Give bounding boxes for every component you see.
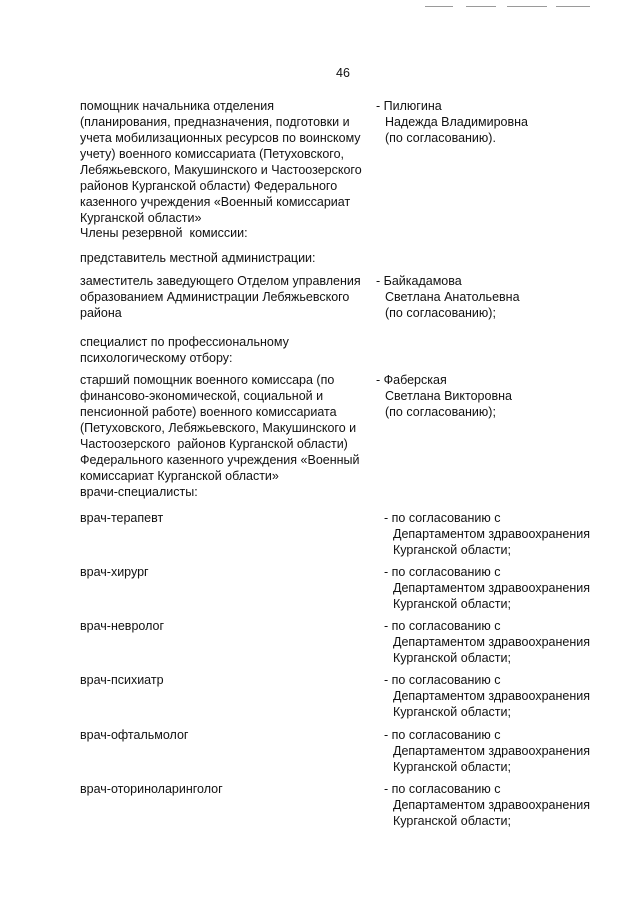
doctor-specialty: врач-терапевт	[80, 511, 164, 525]
doctor-specialty: врач-оториноларинголог	[80, 782, 223, 796]
section-heading: Члены резервной комиссии:	[80, 226, 248, 240]
page-number: 46	[336, 66, 350, 80]
approval-note: - по согласованию с Департаментом здравоохранения Курганской области;	[384, 673, 590, 719]
approval-note: - по согласованию с Департаментом здравоохранения Курганской области;	[384, 728, 590, 774]
doctor-specialty: врач-психиатр	[80, 673, 164, 687]
position-description: старший помощник военного комиссара (по финансово-экономической, социальной и пенсионной работе) военного комиссариата (Петуховского, Лебяжьевского, Макушинского и Частоозерского районов Курганской области) Федерального казенного учреждения «Военный комиссариат Курганской области»	[80, 373, 360, 483]
doctor-specialty: врач-невролог	[80, 619, 165, 633]
section-heading: представитель местной администрации:	[80, 251, 316, 265]
scan-artifact-line	[425, 6, 453, 7]
position-description: помощник начальника отделения (планирования, предназначения, подготовки и учета мобилизационных ресурсов по воинскому учету) военного комиссариата (Петуховского, Лебяжьевского, Макушинского и Частоозерского районов Курганской области) Федерального казенного учреждения «Военный комиссариат Курганской области»	[80, 99, 362, 225]
position-description: заместитель заведующего Отделом управления образованием Администрации Лебяжьевского района	[80, 274, 361, 320]
approval-note: - по согласованию с Департаментом здравоохранения Курганской области;	[384, 619, 590, 665]
doctor-specialty: врач-хирург	[80, 565, 149, 579]
approval-note: - по согласованию с Департаментом здравоохранения Курганской области;	[384, 511, 590, 557]
scan-artifact-line	[507, 6, 547, 7]
approval-note: - по согласованию с Департаментом здравоохранения Курганской области;	[384, 565, 590, 611]
approval-note: - по согласованию с Департаментом здравоохранения Курганской области;	[384, 782, 590, 828]
person-name: - Фаберская Светлана Викторовна (по согласованию);	[376, 373, 512, 419]
section-heading: врачи-специалисты:	[80, 485, 198, 499]
scan-artifact-line	[556, 6, 590, 7]
person-name: - Пилюгина Надежда Владимировна (по согласованию).	[376, 99, 528, 145]
scan-artifact-line	[466, 6, 496, 7]
section-heading: специалист по профессиональному психологическому отбору:	[80, 335, 289, 365]
person-name: - Байкадамова Светлана Анатольевна (по согласованию);	[376, 274, 520, 320]
doctor-specialty: врач-офтальмолог	[80, 728, 189, 742]
